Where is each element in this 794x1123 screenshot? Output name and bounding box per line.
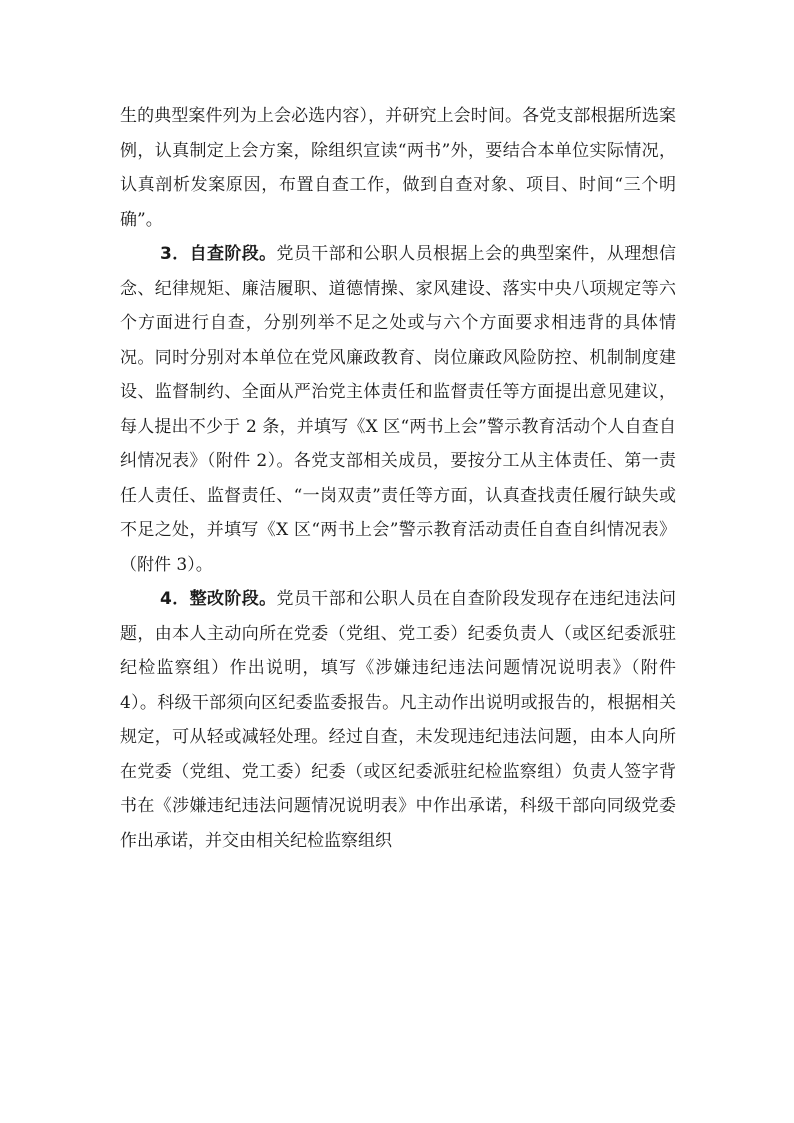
paragraph-self-inspection <box>120 237 676 582</box>
paragraph-rectification <box>120 582 676 858</box>
paragraph-text: 党员干部和公职人员在自查阶段发现存在违纪违法问题，由本人主动向所在党委（党组、党工委）纪委负责人（或区纪委派驻纪检监察组）作出说明，填写《涉嫌违纪违法问题情况说明表》（附件 4）。科级干部须向区纪委监委报告。凡主动作出说明或报告的，根据相关规定，可从轻或减轻处理。经过自查，未发现违纪违法问题，由本人向所在党委（党组、党工委）纪委（或区纪委派驻纪检监察组）负责人签字背书在《涉嫌违纪违法问题情况说明表》中作出承诺，科级干部向同级党委作出承诺，并交由相关纪检监察组织 <box>120 589 676 851</box>
paragraph-text: 党员干部和公职人员根据上会的典型案件，从理想信念、纪律规矩、廉洁履职、道德情操、家风建设、落实中央八项规定等六个方面进行自查，分别列举不足之处或与六个方面要求相违背的具体情况。同时分别对本单位在党风廉政教育、岗位廉政风险防控、机制制度建设、监督制约、全面从严治党主体责任和监督责任等方面提出意见建议，每人提出不少于 2 条，并填写《X 区“两书上会”警示教育活动个人自查自纠情况表》（附件 2）。各党支部相关成员，要按分工从主体责任、第一责任人责任、监督责任、“一岗双责”责任等方面，认真查找责任履行缺失或不足之处，并填写《X 区“两书上会”警示教育活动责任自查自纠情况表》（附件 3）。 <box>120 244 676 575</box>
document-body <box>120 99 676 858</box>
paragraph-continuation <box>120 99 676 237</box>
section-heading: 4．整改阶段。 <box>160 589 277 609</box>
paragraph-text: 生的典型案件列为上会必选内容），并研究上会时间。各党支部根据所选案例，认真制定上会方案，除组织宣读“两书”外，要结合本单位实际情况，认真剖析发案原因，布置自查工作，做到自查对象、项目、时间“三个明确”。 <box>120 106 676 230</box>
section-heading: 3．自查阶段。 <box>160 244 277 264</box>
